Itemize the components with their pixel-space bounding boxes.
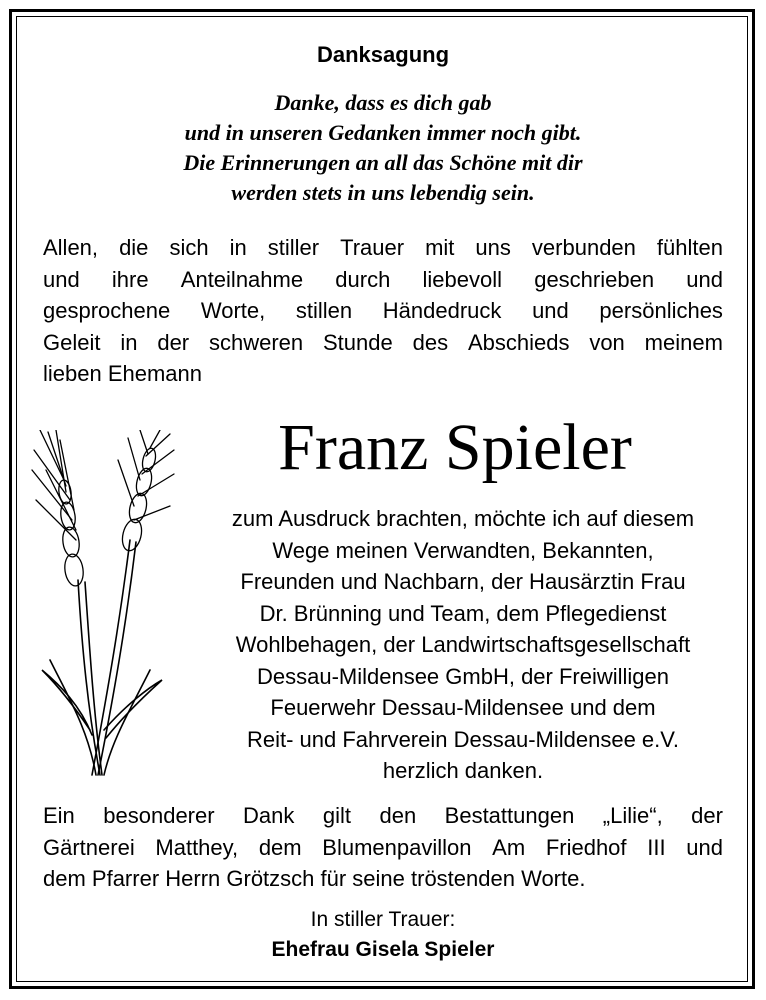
word: Trauer — [340, 235, 405, 260]
word: und — [532, 298, 569, 323]
intro-line — [43, 264, 723, 296]
word: den — [379, 803, 417, 828]
word: Dank — [243, 803, 295, 828]
word: uns — [475, 235, 511, 260]
thanks-line: Wege meinen Verwandten, Bekannten, — [272, 537, 654, 563]
word: und — [686, 266, 723, 292]
intro-line — [43, 295, 723, 327]
word: Abschieds — [467, 329, 570, 355]
word: durch — [335, 266, 391, 292]
special-line — [43, 800, 723, 832]
word: in — [229, 235, 247, 260]
word: Friedhof — [545, 834, 627, 860]
signer-name: Ehefrau Gisela Spieler — [271, 938, 495, 961]
wheat-icon — [30, 430, 175, 780]
poem — [0, 88, 766, 208]
word: und — [43, 266, 80, 292]
word: liebevoll — [422, 266, 503, 292]
thanks-line: Dr. Brünning und Team, dem Pflegedienst — [259, 600, 667, 626]
special-line — [43, 832, 723, 864]
thanks-line: Freunden und Nachbarn, der Hausärztin Frau — [240, 569, 686, 594]
word: gesprochene — [43, 298, 171, 323]
word: fühlten — [656, 235, 723, 260]
thanks-line: Feuerwehr Dessau-Mildensee und dem — [270, 695, 656, 720]
word: Stunde — [323, 329, 393, 355]
word: in — [120, 329, 138, 355]
word: verbunden — [531, 235, 636, 260]
notice-heading: Danksagung — [316, 42, 450, 67]
word: III — [647, 834, 666, 860]
word: Bestattungen — [444, 803, 575, 828]
word: Händedruck — [382, 298, 502, 323]
thanks-line: zum Ausdruck brachten, möchte ich auf diesem — [231, 506, 695, 531]
special-line: dem Pfarrer Herrn Grötzsch für seine tröstenden Worte. — [43, 866, 586, 891]
word: Ein — [43, 803, 75, 828]
thanks-paragraph — [178, 503, 748, 787]
word: mit — [425, 235, 455, 260]
word: des — [412, 329, 449, 355]
thanks-line: Wohlbehagen, der Landwirtschaftsgesellschaft — [235, 632, 691, 657]
special-thanks-paragraph — [43, 800, 723, 895]
intro-line — [43, 327, 723, 359]
word: von — [589, 329, 625, 355]
word: gilt — [322, 803, 351, 828]
word: „Lilie“, — [602, 803, 663, 828]
word: meinem — [644, 329, 723, 355]
word: sich — [169, 235, 209, 260]
word: schweren — [208, 329, 304, 355]
poem-line: Die Erinnerungen an all das Schöne mit dir — [183, 150, 583, 175]
poem-line: werden stets in uns lebendig sein. — [231, 180, 535, 205]
word: Gärtnerei — [43, 834, 135, 860]
word: ihre — [111, 266, 149, 292]
word: Worte, — [200, 298, 266, 323]
word: Anteilnahme — [180, 266, 304, 292]
intro-paragraph — [43, 232, 723, 390]
word: die — [119, 235, 149, 260]
poem-line: und in unseren Gedanken immer noch gibt. — [184, 120, 582, 145]
word: Geleit — [43, 329, 101, 355]
word: persönliches — [599, 298, 723, 323]
word: Allen, — [43, 235, 99, 260]
thanks-line: herzlich danken. — [382, 758, 544, 783]
intro-line: lieben Ehemann — [43, 361, 203, 386]
word: stiller — [267, 235, 320, 260]
word: der — [691, 803, 723, 828]
thanks-line: Reit- und Fahrverein Dessau-Mildensee e.V. — [246, 726, 680, 752]
deceased-name: Franz Spieler — [278, 411, 632, 484]
closing-label: In stiller Trauer: — [310, 908, 456, 931]
poem-line: Danke, dass es dich gab — [274, 90, 492, 115]
word: geschrieben — [534, 266, 655, 292]
word: der — [157, 329, 190, 355]
word: stillen — [295, 298, 353, 323]
closing — [0, 905, 766, 965]
word: und — [686, 834, 723, 860]
word: Matthey, — [155, 834, 239, 860]
intro-line — [43, 232, 723, 264]
word: Am — [492, 834, 526, 860]
thanks-line: Dessau-Mildensee GmbH, der Freiwilligen — [256, 663, 670, 689]
word: dem — [258, 834, 302, 860]
word: Blumenpavillon — [322, 834, 472, 860]
word: besonderer — [103, 803, 215, 828]
